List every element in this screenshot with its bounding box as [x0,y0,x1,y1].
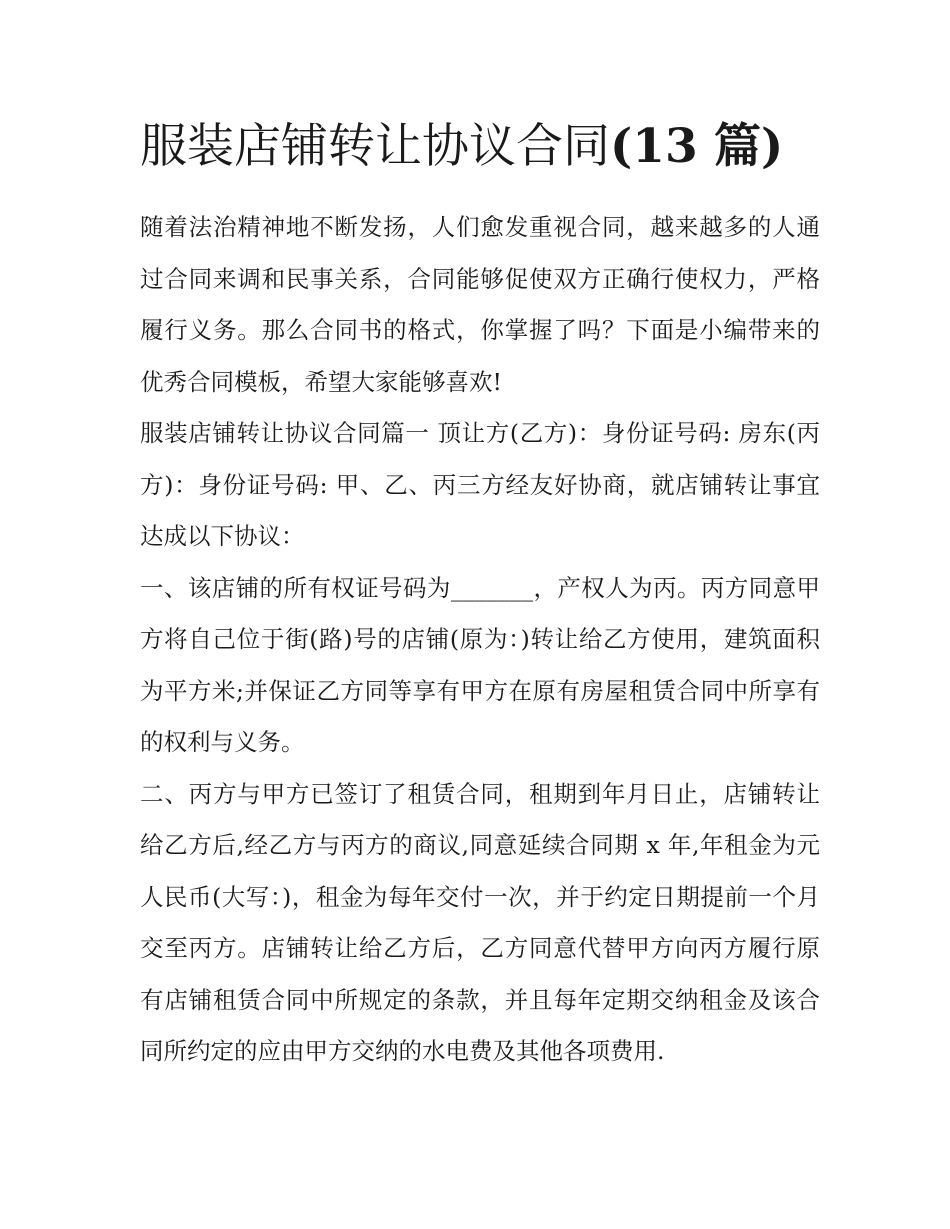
document-body [140,108,820,1078]
intro-paragraph: 随着法治精神地不断发扬，人们愈发重视合同，越来越多的人通过合同来调和民事关系，合同能够促使双方正确行使权力，严格履行义务。那么合同书的格式，你掌握了吗？下面是小编带来的优秀合同模板，希望大家能够喜欢! [140,213,820,396]
title-suffix: (13 篇) [610,119,784,174]
clause-one-paragraph: 一、该店铺的所有权证号码为_______，产权人为丙。丙方同意甲方将自己位于街(路)号的店铺(原为：)转让给乙方使用，建筑面积为平方米;并保证乙方同等享有甲方在原有房屋租赁合同中所享有的权利与义务。 [140,573,820,756]
contract-opening-paragraph: 服装店铺转让协议合同篇一 顶让方(乙方)：身份证号码: 房东(丙方)：身份证号码: 甲、乙、丙三方经友好协商，就店铺转让事宜达成以下协议： [140,419,820,550]
document-title [140,108,820,186]
clause-two-paragraph: 二、丙方与甲方已签订了租赁合同，租期到年月日止，店铺转让给乙方后,经乙方与丙方的商议,同意延续合同期 x 年,年租金为元人民币(大写：)，租金为每年交付一次，并于约定日期提前一个月交至丙方。店铺转让给乙方后，乙方同意代替甲方向丙方履行原有店铺租赁合同中所规定的条款，并且每年定期交纳租金及该合同所约定的应由甲方交纳的水电费及其他各项费用. [140,779,820,1065]
title-main: 服装店铺转让协议合同 [140,119,610,174]
